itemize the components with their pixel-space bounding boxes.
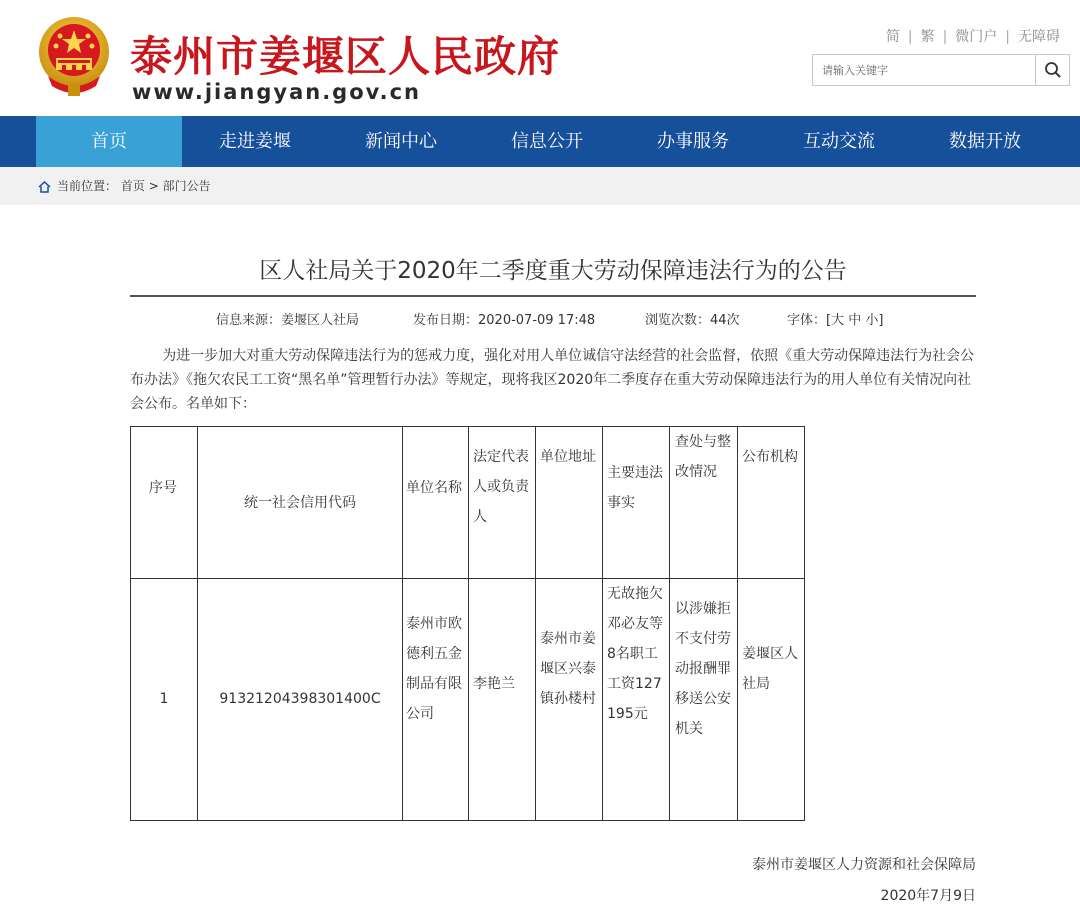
nav-item-services[interactable]: 办事服务 — [657, 131, 729, 152]
breadcrumb-separator: > — [148, 179, 159, 193]
table-cell-handling: 以涉嫌拒不支付劳动报酬罪移送公安机关 — [675, 601, 731, 737]
article-source: 信息来源：姜堰区人社局 — [216, 313, 360, 328]
top-link-accessibility[interactable]: 无障碍 — [1018, 29, 1060, 45]
nav-item-about[interactable]: 走进姜堰 — [219, 131, 291, 152]
table-header-handling: 查处与整改情况 — [675, 434, 731, 480]
font-size-switch[interactable]: 字体：[大 中 小] — [787, 313, 884, 328]
table-column-divider — [468, 427, 469, 820]
table-cell-main-violation: 无故拖欠邓必友等8名职工工资127195元 — [607, 586, 663, 722]
table-cell-unit-address: 泰州市姜堰区兴泰镇孙楼村 — [540, 631, 596, 707]
table-header-unit-name: 单位名称 — [406, 480, 462, 496]
home-icon — [38, 181, 51, 193]
article-publish-date: 发布日期：2020-07-09 17:48 — [413, 313, 596, 328]
signature-date: 2020年7月9日 — [880, 888, 976, 904]
article-views: 浏览次数：44次 — [645, 313, 740, 328]
table-column-divider — [402, 427, 403, 820]
table-column-divider — [669, 427, 670, 820]
top-links — [886, 26, 1060, 46]
table-column-divider — [602, 427, 603, 820]
nav-item-open-data[interactable]: 数据开放 — [949, 131, 1021, 152]
top-link-traditional[interactable]: 繁 — [920, 29, 935, 45]
search-icon — [1044, 61, 1062, 79]
table-column-divider — [197, 427, 198, 820]
national-emblem-icon[interactable] — [38, 16, 110, 98]
table-header-unit-address: 单位地址 — [540, 449, 596, 465]
site-title[interactable]: 泰州市姜堰区人民政府 — [130, 32, 561, 81]
table-cell-unit-name: 泰州市欧德利五金制品有限公司 — [406, 616, 462, 722]
nav-item-news[interactable]: 新闻中心 — [365, 131, 437, 152]
signature-org: 泰州市姜堰区人力资源和社会保障局 — [752, 857, 976, 873]
title-divider — [130, 295, 976, 297]
top-link-simplified[interactable]: 简 — [885, 29, 900, 45]
nav-item-home[interactable]: 首页 — [36, 116, 182, 167]
table-header-credit-code: 统一社会信用代码 — [244, 495, 356, 511]
article-intro: 为进一步加大对重大劳动保障违法行为的惩戒力度，强化对用人单位诚信守法经营的社会监督，依照《重大劳动保障违法行为社会公布办法》《拖欠农民工工资“黑名单”管理暂行办法》等规定，现将我区2020年二季度存在重大劳动保障违法行为的用人单位有关情况向社会公布。名单如下： — [130, 348, 975, 412]
table-header-publisher: 公布机构 — [742, 449, 798, 465]
table-header-main-violation: 主要违法事实 — [607, 465, 663, 511]
breadcrumb-current[interactable]: 部门公告 — [162, 179, 211, 193]
divider: | — [942, 29, 948, 45]
site-header — [0, 0, 1080, 116]
table-column-divider — [737, 427, 738, 820]
site-url: www.jiangyan.gov.cn — [132, 80, 421, 104]
divider: | — [1005, 29, 1010, 45]
search-input[interactable] — [813, 55, 1037, 85]
table-cell-legal-rep: 李艳兰 — [473, 676, 515, 692]
table-column-divider — [535, 427, 536, 820]
divider: | — [907, 29, 913, 45]
nav-item-interaction[interactable]: 互动交流 — [803, 131, 875, 152]
violation-table — [130, 426, 805, 821]
table-cell-publisher: 姜堰区人社局 — [742, 646, 798, 692]
article-title: 区人社局关于2020年二季度重大劳动保障违法行为的公告 — [259, 258, 847, 284]
breadcrumb-label: 当前位置： — [57, 179, 118, 193]
table-cell-index: 1 — [159, 691, 169, 707]
table-header-legal-rep: 法定代表人或负责人 — [473, 449, 529, 525]
table-header-index: 序号 — [149, 480, 177, 496]
nav-item-info-disclosure[interactable]: 信息公开 — [511, 131, 583, 152]
top-link-micro-portal[interactable]: 微门户 — [955, 29, 998, 45]
search-button[interactable] — [1035, 55, 1069, 85]
search-box — [812, 54, 1070, 86]
table-cell-credit-code: 91321204398301400C — [219, 691, 381, 707]
table-row-divider — [131, 578, 804, 579]
breadcrumb — [0, 167, 1080, 205]
breadcrumb-home[interactable]: 首页 — [120, 179, 145, 193]
main-nav — [0, 116, 1080, 167]
